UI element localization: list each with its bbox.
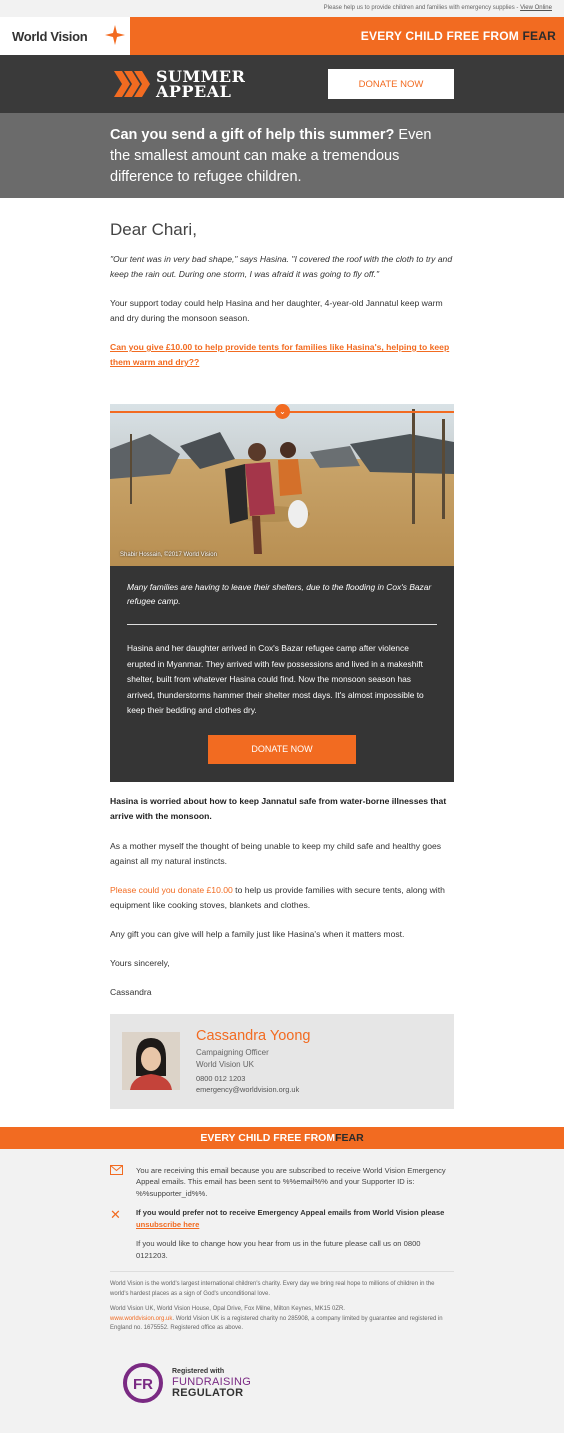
hero-banner	[0, 55, 564, 113]
tagline-accent: FEAR	[522, 29, 556, 43]
story-description: Hasina and her daughter arrived in Cox's Bazar refugee camp after violence erupted in Myanmar. They arrived with few possessions and lived in a makeshift shelter, built from whatever Hasina could find. Now the monsoon season has arrived, thunderstorms hammer their shelter most days. It's almost impossible to keep their bedding and clothes dry.	[127, 643, 424, 715]
world-vision-logo: World Vision	[12, 28, 88, 44]
donate-paragraph	[110, 883, 454, 913]
photo-caption: Many families are having to leave their shelters, due to the flooding in Cox's Bazar refugee camp.	[127, 582, 432, 606]
unsubscribe-row	[110, 1207, 454, 1230]
footer-tagline-accent: FEAR	[335, 1131, 364, 1144]
charity-statement: World Vision is the world's largest international children's charity. Every day we bring real hope to millions of children in the world's hardest places as a sign of God's unconditional love.	[110, 1281, 435, 1297]
caption-divider	[127, 624, 437, 625]
receiving-text: You are receiving this email because you are subscribed to receive World Vision Emergency Appeal emails. This email has been sent to %%email%% and your Supporter ID is: %%supporter_id%%.	[136, 1165, 446, 1198]
donate-now-button-top[interactable]: DONATE NOW	[328, 69, 454, 99]
logo-star-icon	[103, 23, 127, 47]
any-gift-paragraph: Any gift you can give will help a family just like Hasina's when it matters most.	[110, 928, 405, 939]
photo-credit: Shabir Hossain, ©2017 World Vision	[120, 552, 217, 558]
signature-role: Campaigning Officer	[196, 1047, 269, 1057]
appeal-text	[156, 69, 245, 99]
change-text: If you would like to change how you hear from us in the future please call us on 0800 0121203.	[136, 1239, 421, 1260]
footer	[0, 1149, 564, 1433]
footer-tagline-band	[0, 1127, 564, 1149]
unsubscribe-bold: If you would prefer not to receive Emergency Appeal emails from World Vision please	[136, 1208, 445, 1217]
regulator-line2: REGULATOR	[172, 1387, 244, 1399]
change-row	[110, 1238, 454, 1261]
regulator-small: Registered with	[172, 1368, 225, 1375]
appeal-line-2: APPEAL	[156, 82, 232, 101]
top-preheader	[0, 0, 564, 17]
story-box	[110, 566, 454, 782]
mother-paragraph: As a mother myself the thought of being unable to keep my child safe and healthy goes against all my natural instincts.	[110, 840, 442, 866]
fundraising-regulator-badge[interactable]	[122, 1362, 454, 1404]
signature-card	[110, 1014, 454, 1109]
question-bold: Can you send a gift of help this summer?	[110, 127, 395, 143]
flooded-camp-photo	[110, 404, 454, 566]
hasina-quote: "Our tent was in very bad shape," says Hasina. "I covered the roof with the cloth to try and keep the rain out. During one storm, I was afraid it was going to fly off."	[110, 254, 453, 279]
yours-sincerely: Yours sincerely,	[110, 957, 170, 968]
address-text: World Vision UK, World Vision House, Opal Drive, Fox Milne, Milton Keynes, MK15 0ZR.	[110, 1306, 345, 1312]
worried-paragraph: Hasina is worried about how to keep Jannatul safe from water-borne illnesses that arrive with the monsoon.	[110, 795, 447, 821]
tagline-banner	[130, 17, 564, 55]
regulator-line1: FUNDRAISING	[172, 1376, 252, 1388]
greeting: Dear Chari,	[110, 220, 197, 239]
envelope-icon	[110, 1165, 136, 1200]
brand-bar	[0, 17, 564, 55]
logo-area[interactable]	[0, 17, 130, 55]
appeal-line-1: SUMMER	[156, 67, 246, 86]
footer-tagline: EVERY CHILD FREE FROM	[200, 1131, 336, 1144]
question-rest: Even the smallest amount can make a tremendous difference to refugee children.	[110, 127, 432, 185]
signature-email[interactable]: emergency@worldvision.org.uk	[196, 1084, 300, 1094]
receiving-row	[110, 1165, 454, 1200]
signature-name: Cassandra Yoong	[196, 1027, 311, 1044]
signature-phone: 0800 012 1203	[196, 1073, 246, 1083]
unsubscribe-text	[136, 1207, 454, 1230]
donate-inline-link[interactable]: Please could you donate £10.00	[110, 884, 233, 895]
close-icon: ✕	[110, 1207, 121, 1222]
chevrons-icon	[114, 71, 150, 97]
regulator-text	[172, 1366, 251, 1399]
tagline-text: EVERY CHILD FREE FROM FEAR	[360, 29, 556, 43]
support-paragraph: Your support today could help Hasina and her daughter, 4-year-old Jannatul keep warm and dry during the monsoon season.	[110, 298, 443, 323]
donate-paragraph-rest: to help us provide families with secure tents, along with equipment like cooking stoves, blankets and clothes.	[110, 884, 445, 910]
preheader-text: Please help us to provide children and families with emergency supplies -	[323, 5, 521, 11]
website-link[interactable]: www.worldvision.org.uk	[110, 1315, 173, 1322]
photo-block	[110, 404, 454, 566]
signature-org: World Vision UK	[196, 1059, 254, 1069]
unsubscribe-link[interactable]: unsubscribe here	[136, 1219, 200, 1229]
spacer	[110, 1238, 136, 1261]
letter-content	[0, 220, 564, 1109]
fr-logo-text: FR	[133, 1375, 153, 1393]
signoff-name: Cassandra	[110, 986, 152, 997]
summer-appeal-title	[114, 69, 245, 99]
footer-divider	[110, 1271, 454, 1272]
chevron-down-icon: ⌄	[275, 404, 290, 419]
view-online-link[interactable]: View Online	[520, 5, 552, 11]
charity-address	[110, 1305, 454, 1334]
fr-logo-icon	[122, 1362, 164, 1404]
donate-cta-link[interactable]: Can you give £10.00 to help provide tents for families like Hasina's, helping to keep them warm and dry??	[110, 342, 450, 367]
avatar	[122, 1032, 180, 1090]
signature-info	[196, 1027, 311, 1094]
donate-now-button-mid[interactable]: DONATE NOW	[208, 735, 356, 764]
question-banner	[0, 113, 564, 198]
registration-text: . World Vision UK is a registered charity no 285908, a company limited by guarantee and registered in England no. 1675552. Registered office as above.	[110, 1315, 443, 1331]
